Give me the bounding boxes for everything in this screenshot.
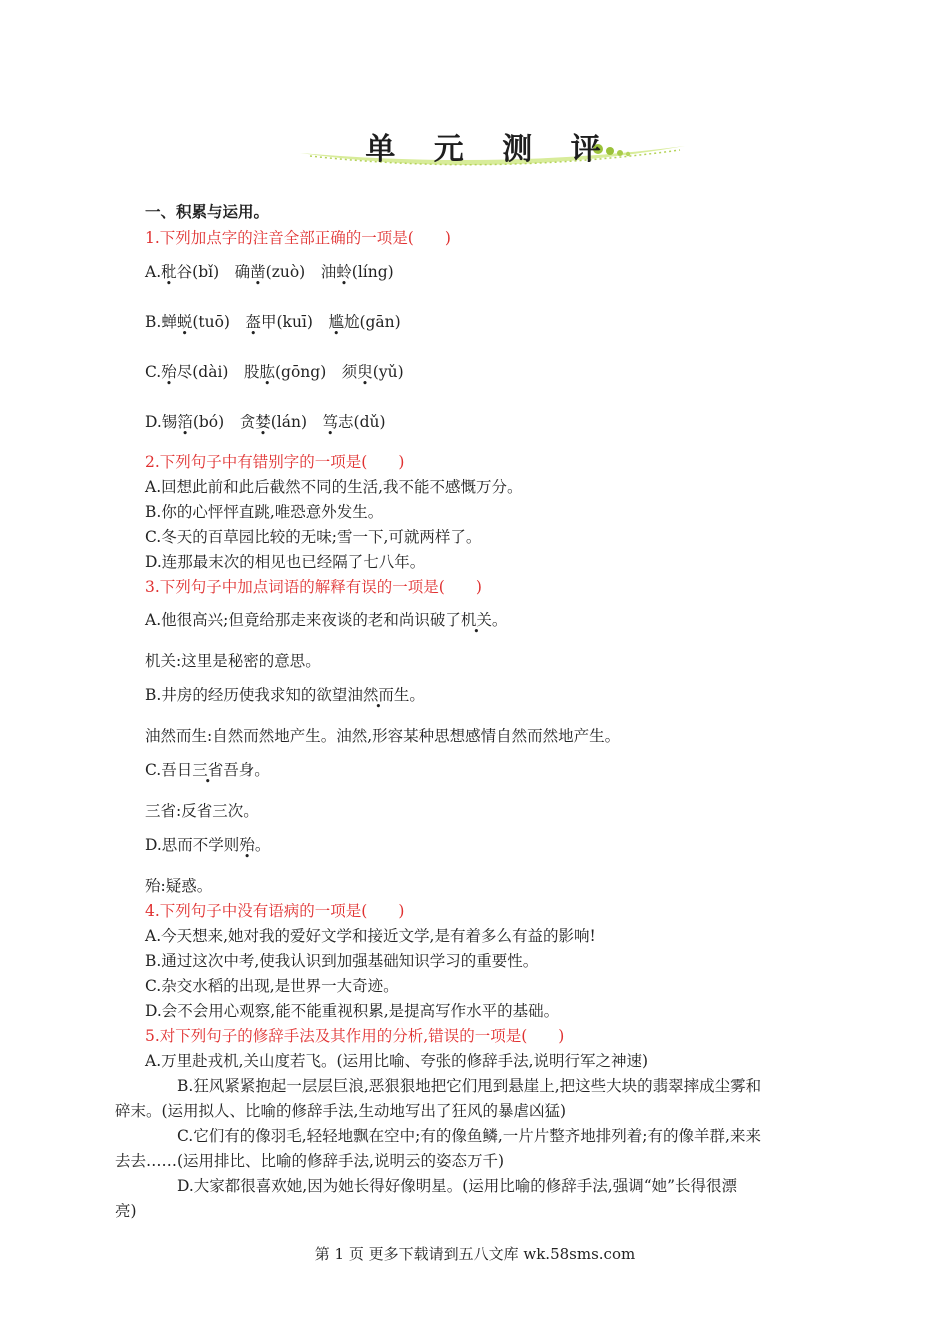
question-5-option-c-line1: C.它们有的像羽毛,轻轻地飘在空中;有的像鱼鳞,一片片整齐地排列着;有的像羊群,来来	[177, 1127, 761, 1145]
question-3-option-c-explanation: 三省:反省三次。	[145, 802, 259, 820]
question-5-option-a: A.万里赴戎机,关山度若飞。(运用比喻、夸张的修辞手法,说明行军之神速)	[145, 1052, 649, 1070]
question-1-stem: 1.下列加点字的注音全部正确的一项是( )	[145, 229, 451, 247]
question-5-option-d-line2: 亮)	[115, 1202, 137, 1220]
question-4-option-a: A.今天想来,她对我的爱好文学和接近文学,是有着多么有益的影响!	[145, 927, 596, 945]
title-banner	[290, 118, 690, 178]
question-2-option-d: D.连那最末次的相见也已经隔了七八年。	[145, 553, 426, 571]
question-3-option-b-explanation: 油然而生:自然而然地产生。油然,形容某种思想感情自然而然地产生。	[145, 727, 621, 745]
question-1-option-d: D.锡箔(bó) 贪婪(lán) 笃志(dǔ)	[145, 413, 386, 431]
question-1-option-a: A.秕谷(bǐ) 确凿(zuò) 油蛉(líng)	[145, 263, 394, 281]
question-4-stem: 4.下列句子中没有语病的一项是( )	[145, 902, 405, 920]
question-4-option-b: B.通过这次中考,使我认识到加强基础知识学习的重要性。	[145, 952, 539, 970]
question-2-option-b: B.你的心怦怦直跳,唯恐意外发生。	[145, 503, 384, 521]
question-3-option-b: B.井房的经历使我求知的欲望油然而生。	[145, 686, 425, 704]
question-3-option-c: C.吾日三省吾身。	[145, 761, 270, 779]
question-4-option-d: D.会不会用心观察,能不能重视积累,是提高写作水平的基础。	[145, 1002, 560, 1020]
question-1-option-b: B.蝉蜕(tuō) 盔甲(kuī) 尴尬(gān)	[145, 313, 401, 331]
section-heading: 一、积累与运用。	[145, 202, 270, 221]
page-title: 单 元 测 评	[365, 132, 615, 167]
question-3-option-d: D.思而不学则殆。	[145, 836, 271, 854]
question-5-option-c-line2: 去去……(运用排比、比喻的修辞手法,说明云的姿态万千)	[115, 1152, 505, 1170]
question-4-option-c: C.杂交水稻的出现,是世界一大奇迹。	[145, 977, 399, 995]
question-3-option-d-explanation: 殆:疑惑。	[145, 877, 213, 895]
question-5-option-b-line2: 碎末。(运用拟人、比喻的修辞手法,生动地写出了狂风的暴虐凶猛)	[115, 1102, 567, 1120]
question-3-option-a-explanation: 机关:这里是秘密的意思。	[145, 652, 321, 670]
question-2-option-a: A.回想此前和此后截然不同的生活,我不能不感慨万分。	[145, 478, 523, 496]
page-footer: 第 1 页 更多下载请到五八文库 wk.58sms.com	[314, 1245, 636, 1263]
question-3-stem: 3.下列句子中加点词语的解释有误的一项是( )	[145, 578, 482, 596]
question-5-option-d-line1: D.大家都很喜欢她,因为她长得好像明星。(运用比喻的修辞手法,强调“她”长得很漂	[177, 1177, 738, 1195]
question-1-option-c: C.殆尽(dài) 股肱(gōng) 须臾(yǔ)	[145, 363, 404, 381]
question-2-option-c: C.冬天的百草园比较的无味;雪一下,可就两样了。	[145, 528, 482, 546]
question-5-stem: 5.对下列句子的修辞手法及其作用的分析,错误的一项是( )	[145, 1027, 565, 1045]
question-2-stem: 2.下列句子中有错别字的一项是( )	[145, 453, 405, 471]
question-3-option-a: A.他很高兴;但竟给那走来夜谈的老和尚识破了机关。	[145, 611, 508, 629]
question-5-option-b-line1: B.狂风紧紧抱起一层层巨浪,恶狠狠地把它们甩到悬崖上,把这些大块的翡翠摔成尘雾和	[177, 1077, 762, 1095]
